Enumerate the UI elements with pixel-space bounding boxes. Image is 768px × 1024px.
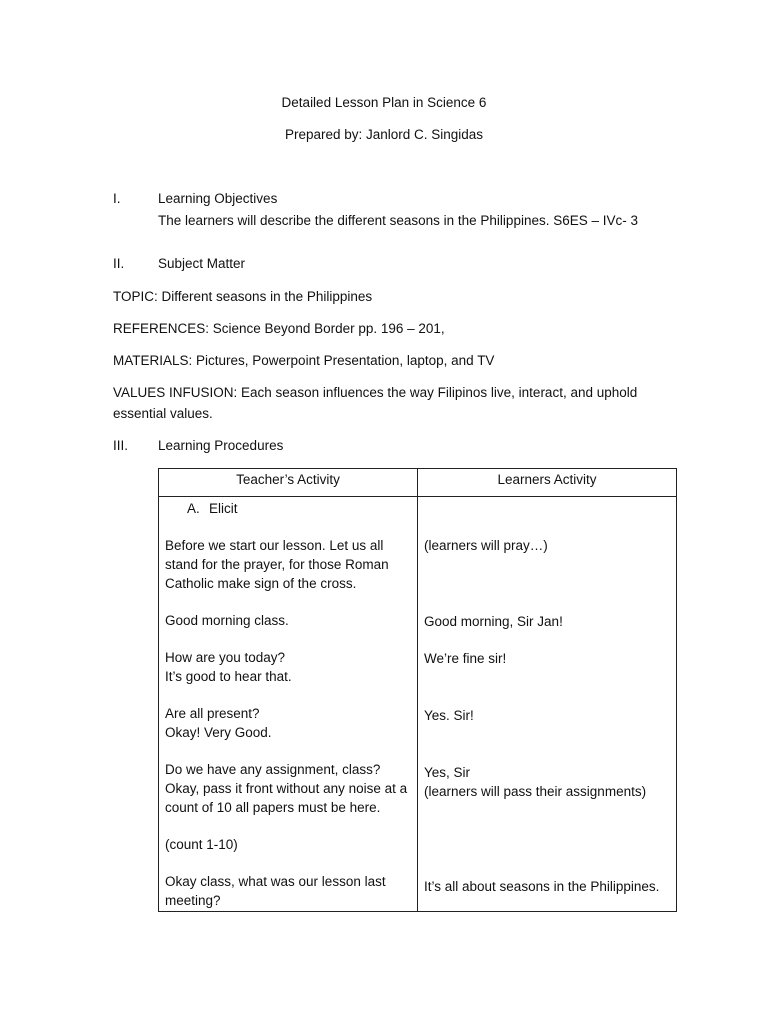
document-title: Detailed Lesson Plan in Science 6 bbox=[281, 95, 487, 110]
learners-activity-cell bbox=[418, 497, 677, 912]
section-numeral-1: I. bbox=[113, 191, 121, 206]
teacher-activity-cell bbox=[159, 497, 418, 912]
prepared-by: Prepared by: Janlord C. Singidas bbox=[284, 127, 484, 142]
learners-activity-header: Learners Activity bbox=[418, 469, 677, 497]
section-heading-subject-matter: Subject Matter bbox=[158, 256, 246, 271]
learner-line: Yes, Sir bbox=[424, 765, 471, 780]
learner-line: It’s all about seasons in the Philippines. bbox=[424, 879, 660, 894]
teacher-line: (count 1-10) bbox=[165, 837, 238, 852]
teacher-line: Before we start our lesson. Let us all stand for the prayer, for those Roman Catholic make sign of the cross. bbox=[165, 538, 389, 591]
teacher-activity-header: Teacher’s Activity bbox=[159, 469, 418, 497]
topic-line: TOPIC: Different seasons in the Philippines bbox=[113, 289, 373, 304]
elicit-letter: A. bbox=[187, 501, 200, 516]
learner-line: (learners will pass their assignments) bbox=[424, 784, 647, 799]
teacher-line: Are all present? bbox=[165, 706, 260, 721]
teacher-line: Okay class, what was our lesson last meeting? bbox=[165, 874, 386, 908]
elicit-subheading bbox=[165, 497, 409, 518]
objectives-text: The learners will describe the different seasons in the Philippines. S6ES – IVc- 3 bbox=[158, 213, 639, 228]
teacher-line: Do we have any assignment, class? bbox=[165, 762, 381, 777]
table-row bbox=[159, 497, 677, 912]
procedures-table bbox=[158, 468, 677, 912]
learner-line: Yes. Sir! bbox=[424, 708, 474, 723]
elicit-label: Elicit bbox=[209, 501, 238, 516]
teacher-line: It’s good to hear that. bbox=[165, 669, 292, 684]
values-infusion: VALUES INFUSION: Each season influences the way Filipinos live, interact, and uphold essential values. bbox=[113, 385, 638, 421]
teacher-line: How are you today? bbox=[165, 650, 286, 665]
learner-line: We’re fine sir! bbox=[424, 651, 507, 666]
learner-line: Good morning, Sir Jan! bbox=[424, 614, 563, 629]
section-heading-procedures: Learning Procedures bbox=[158, 438, 284, 453]
teacher-line: Okay! Very Good. bbox=[165, 725, 272, 740]
section-numeral-3: III. bbox=[113, 438, 129, 453]
table-header-row bbox=[159, 469, 677, 497]
learner-line: (learners will pray…) bbox=[424, 538, 548, 553]
section-heading-objectives: Learning Objectives bbox=[158, 191, 278, 206]
section-numeral-2: II. bbox=[113, 256, 125, 271]
materials-line: MATERIALS: Pictures, Powerpoint Presentation, laptop, and TV bbox=[113, 353, 495, 368]
references-line: REFERENCES: Science Beyond Border pp. 196 – 201, bbox=[113, 321, 445, 336]
teacher-line: Okay, pass it front without any noise at a count of 10 all papers must be here. bbox=[165, 781, 408, 815]
teacher-line: Good morning class. bbox=[165, 613, 289, 628]
